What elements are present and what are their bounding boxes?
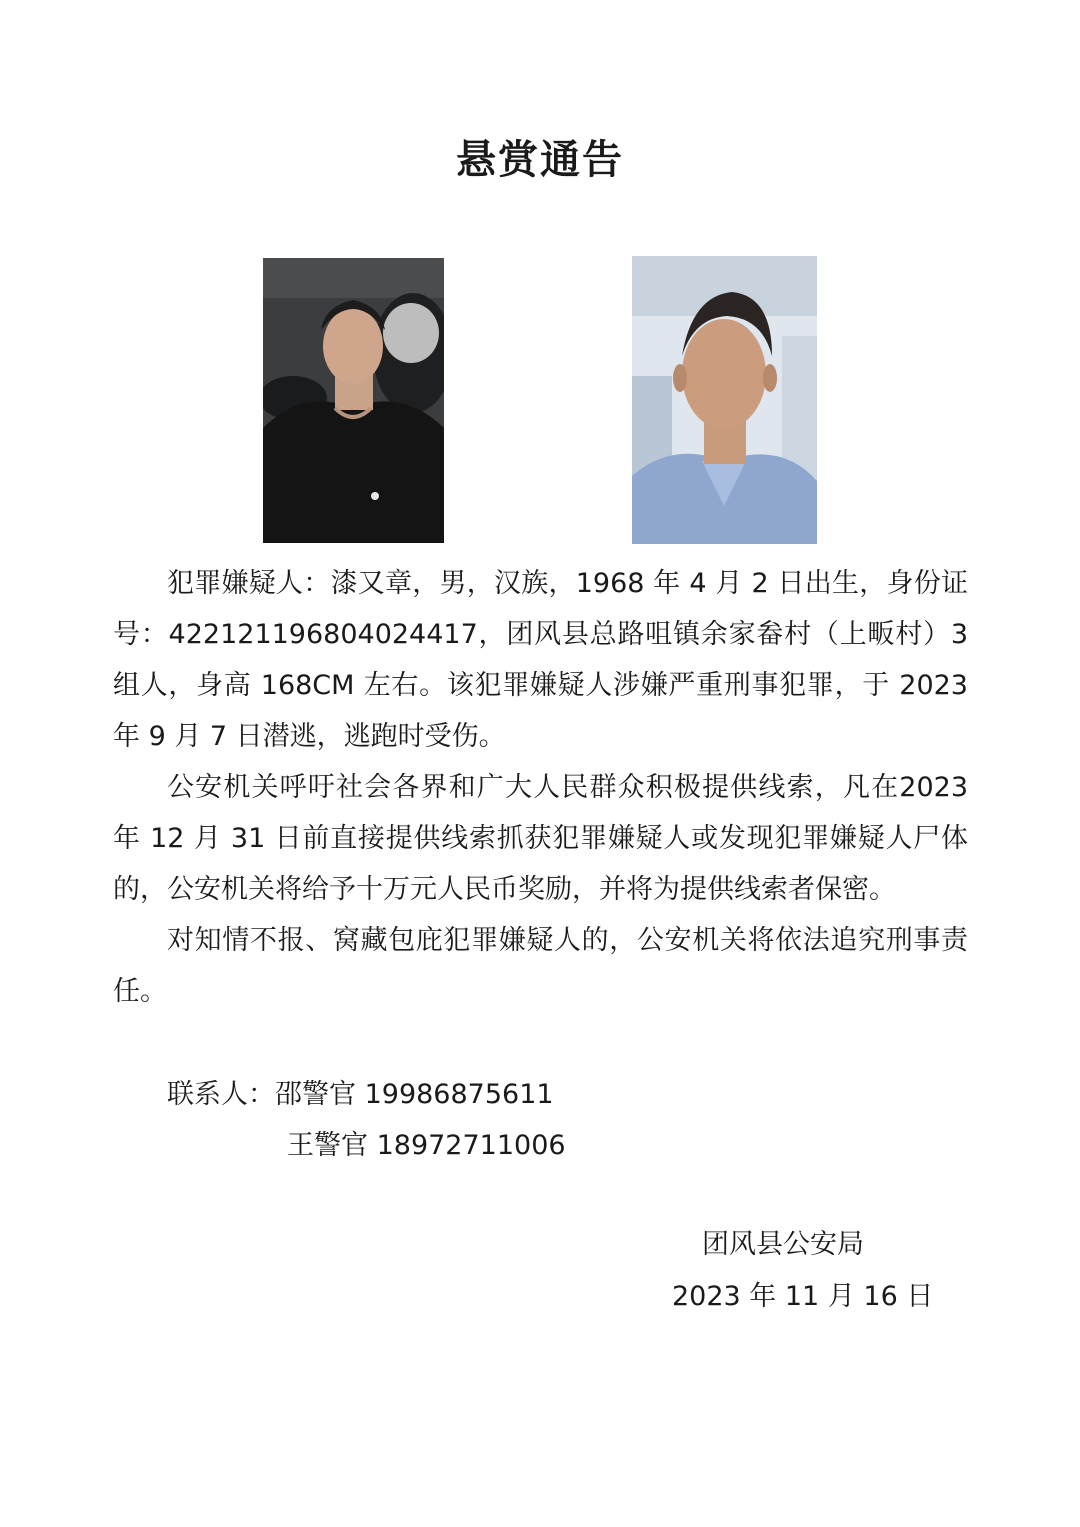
paragraph-reward: 公安机关呼吁社会各界和广大人民群众积极提供线索，凡在2023 年 12 月 31 日前直接提供线索抓获犯罪嫌疑人或发现犯罪嫌疑人尸体的，公安机关将给予十万元人民币奖励，并将为提供线索者保密。 bbox=[113, 772, 968, 905]
contact-row-2 bbox=[287, 1120, 566, 1171]
issuer-name: 团风县公安局 bbox=[702, 1229, 864, 1260]
contact-phone: 18972711006 bbox=[376, 1130, 566, 1161]
notice-body bbox=[113, 558, 968, 1017]
contact-name: 王警官 bbox=[287, 1130, 368, 1161]
contact-row-1 bbox=[167, 1069, 554, 1120]
suspect-photo-2 bbox=[632, 256, 817, 544]
contact-label: 联系人： bbox=[167, 1079, 275, 1110]
contact-phone: 19986875611 bbox=[364, 1079, 554, 1110]
paragraph-warning: 对知情不报、窝藏包庇犯罪嫌疑人的，公安机关将依法追究刑事责任。 bbox=[113, 925, 968, 1007]
notice-title: 悬赏通告 bbox=[456, 137, 624, 183]
issue-date: 2023 年 11 月 16 日 bbox=[672, 1281, 934, 1312]
contact-name: 邵警官 bbox=[275, 1079, 356, 1110]
suspect-photo-1 bbox=[263, 258, 444, 543]
paragraph-suspect-info: 犯罪嫌疑人：漆又章，男，汉族，1968 年 4 月 2 日出生，身份证号：422121196804024417，团风县总路咀镇余家畚村（上畈村）3组人，身高 168CM 左右。该犯罪嫌疑人涉嫌严重刑事犯罪，于 2023年 9 月 7 日潜逃，逃跑时受伤。 bbox=[113, 568, 968, 752]
